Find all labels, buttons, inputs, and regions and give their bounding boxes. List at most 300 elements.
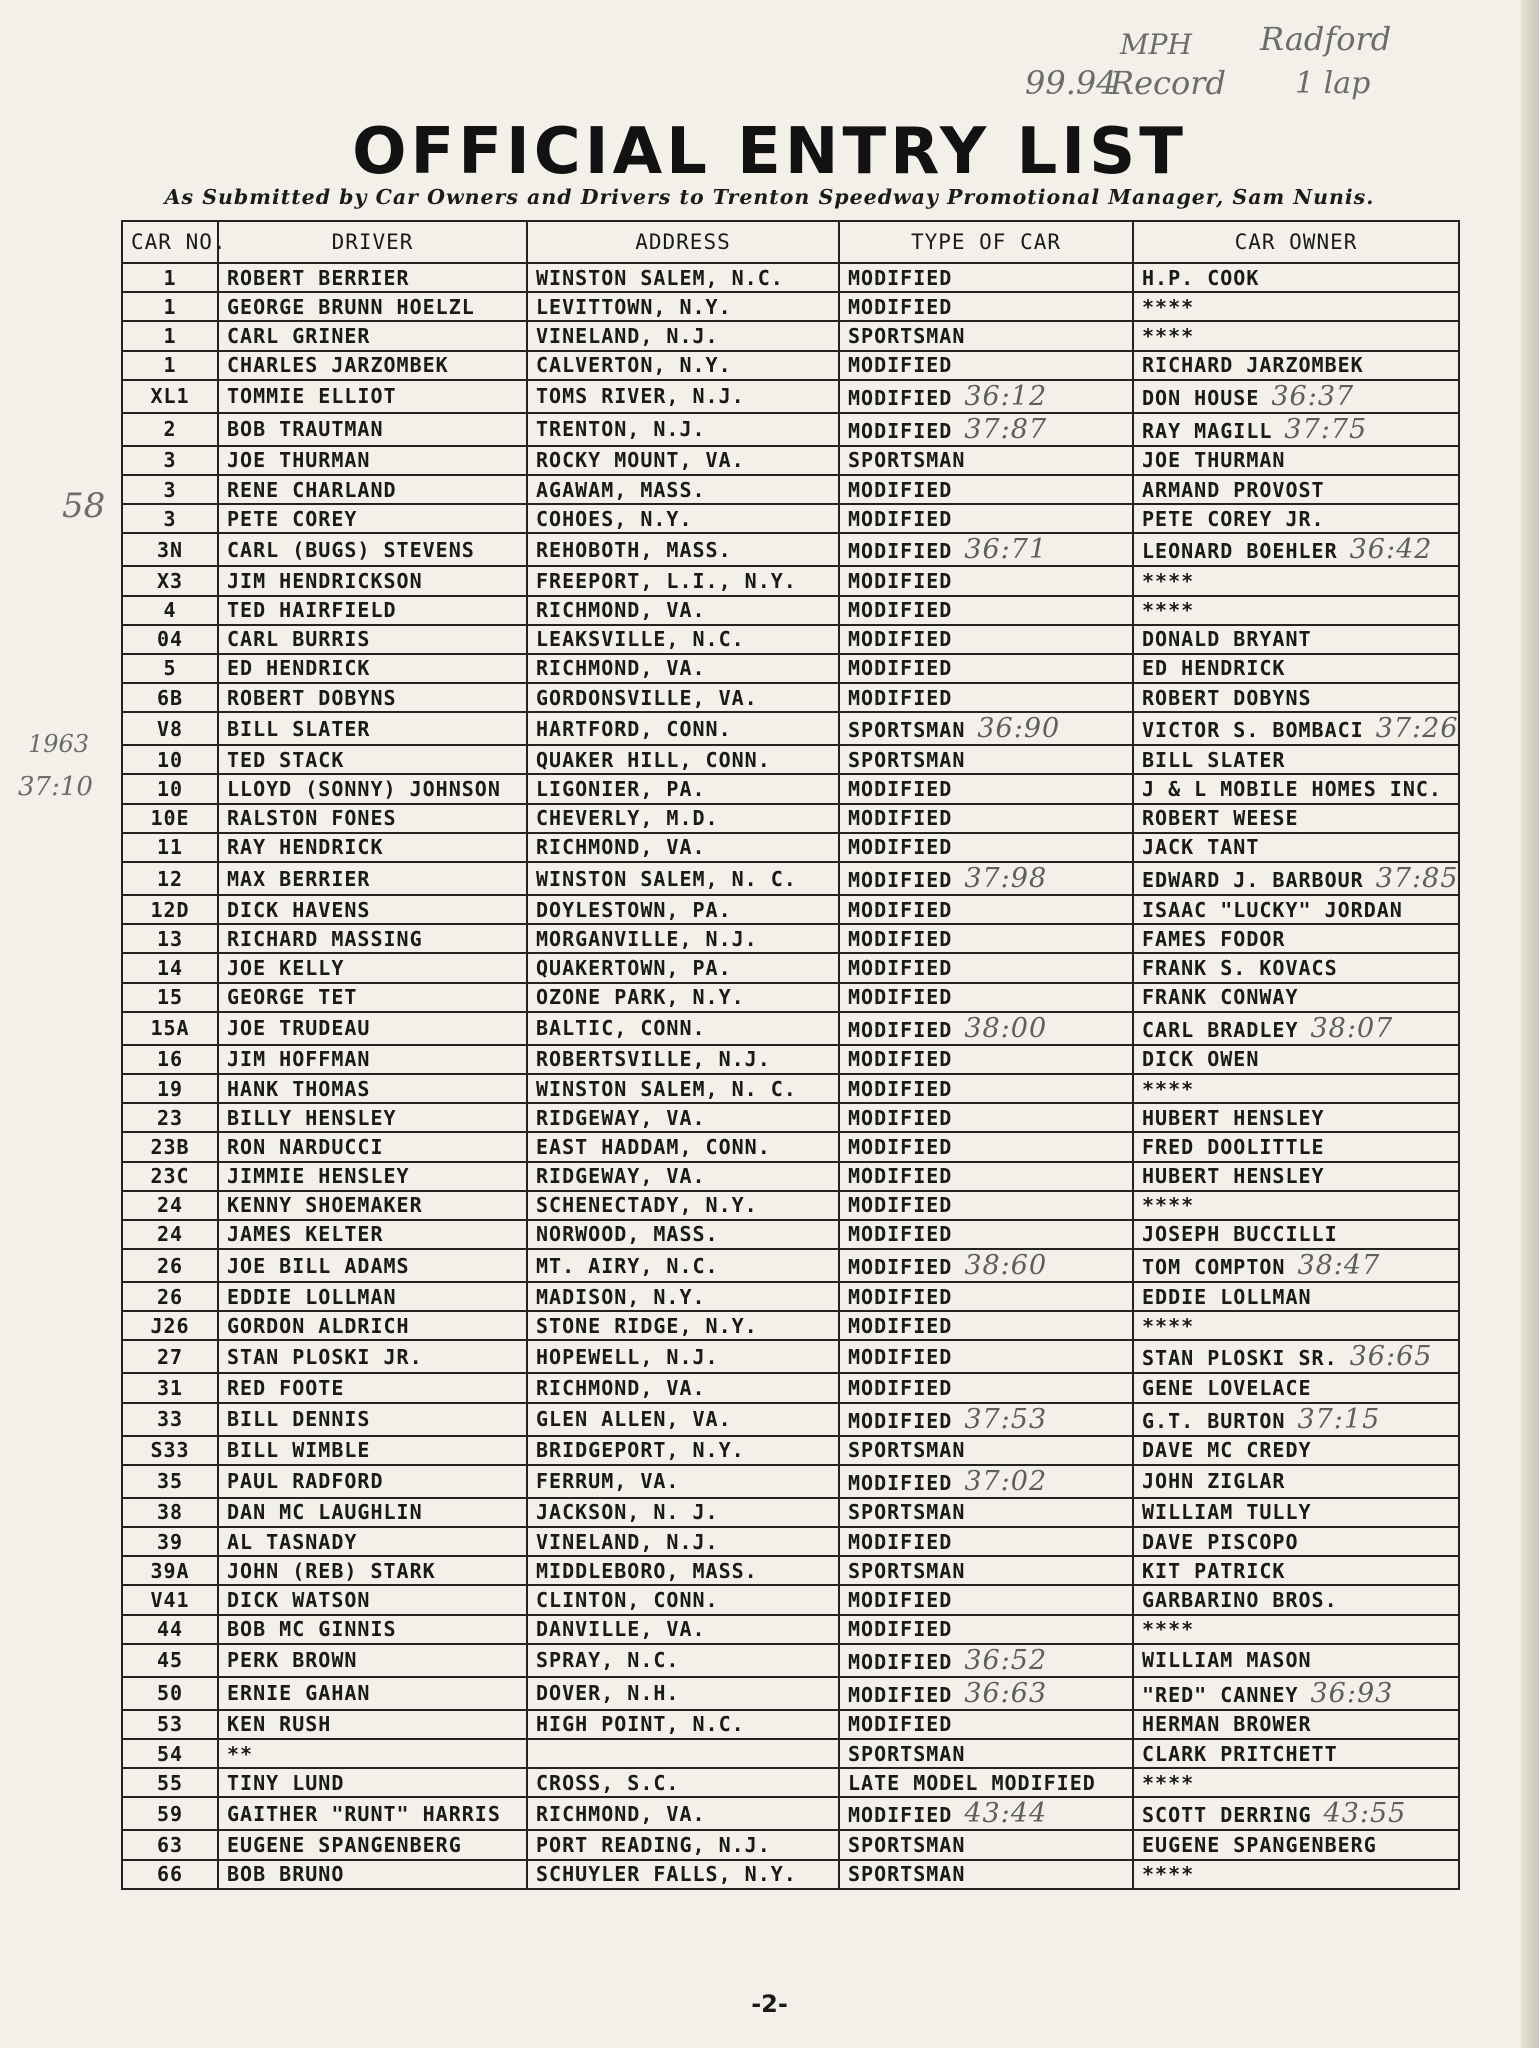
owner-cell-text: FRANK S. KOVACS <box>1142 955 1338 980</box>
handwritten-lap-time: 38:60 <box>964 1250 1048 1282</box>
type-cell <box>839 413 1133 446</box>
driver-cell <box>218 654 527 683</box>
handwritten-lap-time: 37:98 <box>964 863 1048 894</box>
owner-cell <box>1133 1249 1459 1282</box>
address-cell-text: LIGONIER, PA. <box>536 777 706 802</box>
address-cell-text: LEAKSVILLE, N.C. <box>536 627 745 652</box>
address-cell <box>527 351 839 380</box>
address-cell <box>527 1830 839 1859</box>
owner-cell <box>1133 351 1459 380</box>
owner-cell-text: LEONARD BOEHLER <box>1142 539 1338 564</box>
driver-cell <box>218 1074 527 1103</box>
table-row <box>122 566 1459 595</box>
driver-cell <box>218 321 527 350</box>
type-cell <box>839 1103 1133 1132</box>
table-row <box>122 1282 1459 1311</box>
address-cell-text: RICHMOND, VA. <box>536 656 706 681</box>
table-row <box>122 321 1459 350</box>
type-cell-text: MODIFIED <box>848 568 953 593</box>
type-cell <box>839 1191 1133 1220</box>
owner-cell <box>1133 625 1459 654</box>
handwritten-lap: 1 lap <box>1295 66 1371 101</box>
driver-cell-text: ROBERT DOBYNS <box>227 685 397 710</box>
owner-cell-text: ROBERT DOBYNS <box>1142 685 1312 710</box>
address-cell <box>527 596 839 625</box>
car-number-cell-text: 5 <box>163 656 177 681</box>
table-row <box>122 1860 1459 1889</box>
owner-cell-text: KIT PATRICK <box>1142 1558 1286 1583</box>
type-cell <box>839 1527 1133 1556</box>
driver-cell <box>218 1191 527 1220</box>
car-number-cell <box>122 833 218 862</box>
address-cell <box>527 774 839 803</box>
address-cell <box>527 1191 839 1220</box>
car-number-cell <box>122 1340 218 1373</box>
type-cell-text: MODIFIED <box>848 1313 953 1338</box>
car-number-cell-text: S33 <box>150 1438 190 1463</box>
driver-cell <box>218 1860 527 1889</box>
address-cell-text: SCHENECTADY, N.Y. <box>536 1193 758 1218</box>
driver-cell-text: DICK WATSON <box>227 1587 371 1612</box>
owner-cell-text: **** <box>1142 1617 1195 1642</box>
type-cell-text: MODIFIED <box>848 926 953 951</box>
driver-cell <box>218 475 527 504</box>
header-driver: DRIVER <box>218 221 527 263</box>
driver-cell-text: TED STACK <box>227 747 345 772</box>
car-number-cell-text: 53 <box>156 1712 184 1737</box>
driver-cell-text: ERNIE GAHAN <box>227 1681 371 1706</box>
owner-cell-text: RAY MAGILL <box>1142 418 1273 443</box>
driver-cell <box>218 1677 527 1710</box>
car-number-cell <box>122 1191 218 1220</box>
driver-cell-text: CHARLES JARZOMBEK <box>227 353 449 378</box>
table-row <box>122 924 1459 953</box>
car-number-cell-text: 39A <box>150 1558 190 1583</box>
address-cell <box>527 1132 839 1161</box>
type-cell-text: MODIFIED <box>848 1529 953 1554</box>
driver-cell <box>218 833 527 862</box>
owner-cell-text: **** <box>1142 598 1195 623</box>
type-cell-text: MODIFIED <box>848 418 953 443</box>
driver-cell <box>218 924 527 953</box>
type-cell-text: MODIFIED <box>848 1105 953 1130</box>
type-cell-text: MODIFIED <box>848 1344 953 1369</box>
owner-cell <box>1133 1074 1459 1103</box>
owner-cell <box>1133 953 1459 982</box>
owner-cell-text: RICHARD JARZOMBEK <box>1142 353 1364 378</box>
car-number-cell <box>122 1677 218 1710</box>
driver-cell-text: BILLY HENSLEY <box>227 1105 397 1130</box>
owner-cell-text: **** <box>1142 1770 1195 1795</box>
car-number-cell-text: 16 <box>156 1047 184 1072</box>
type-cell <box>839 1498 1133 1527</box>
type-cell-text: MODIFIED <box>848 1164 953 1189</box>
car-number-cell-text: 50 <box>156 1681 184 1706</box>
page-title: OFFICIAL ENTRY LIST <box>352 115 1187 189</box>
owner-cell <box>1133 745 1459 774</box>
handwritten-margin-58: 58 <box>62 486 106 526</box>
address-cell-text: REHOBOTH, MASS. <box>536 537 732 562</box>
type-cell <box>839 1282 1133 1311</box>
owner-cell-text: ED HENDRICK <box>1142 656 1286 681</box>
driver-cell-text: ** <box>227 1741 254 1766</box>
car-number-cell <box>122 1710 218 1739</box>
type-cell-text: LATE MODEL MODIFIED <box>848 1770 1096 1795</box>
driver-cell <box>218 1340 527 1373</box>
owner-cell <box>1133 413 1459 446</box>
driver-cell-text: JOE BILL ADAMS <box>227 1253 410 1278</box>
owner-cell <box>1133 1739 1459 1768</box>
address-cell <box>527 745 839 774</box>
driver-cell-text: EDDIE LOLLMAN <box>227 1284 397 1309</box>
driver-cell-text: JOE TRUDEAU <box>227 1016 371 1041</box>
address-cell-text: LEVITTOWN, N.Y. <box>536 294 732 319</box>
owner-cell-text: ARMAND PROVOST <box>1142 477 1325 502</box>
driver-cell <box>218 625 527 654</box>
address-cell <box>527 712 839 745</box>
owner-cell-text: GARBARINO BROS. <box>1142 1587 1338 1612</box>
type-cell-text: MODIFIED <box>848 1587 953 1612</box>
car-number-cell-text: 23 <box>156 1105 184 1130</box>
handwritten-lap-time: 37:02 <box>964 1465 1048 1497</box>
handwritten-lap-time: 37:85 <box>1375 863 1459 894</box>
driver-cell <box>218 380 527 413</box>
driver-cell-text: DICK HAVENS <box>227 897 371 922</box>
driver-cell <box>218 1220 527 1249</box>
address-cell-text: HOPEWELL, N.J. <box>536 1344 719 1369</box>
type-cell <box>839 625 1133 654</box>
address-cell <box>527 924 839 953</box>
address-cell-text: FERRUM, VA. <box>536 1469 680 1494</box>
address-cell <box>527 1465 839 1498</box>
car-number-cell-text: 10 <box>156 747 184 772</box>
owner-cell <box>1133 1045 1459 1074</box>
driver-cell-text: RALSTON FONES <box>227 806 397 831</box>
owner-cell-text: G.T. BURTON <box>1142 1408 1286 1433</box>
address-cell <box>527 1797 839 1830</box>
type-cell-text: MODIFIED <box>848 656 953 681</box>
table-row <box>122 475 1459 504</box>
handwritten-lap-time: 43:44 <box>964 1798 1048 1830</box>
owner-cell <box>1133 1373 1459 1402</box>
type-cell-text: MODIFIED <box>848 627 953 652</box>
table-row <box>122 1132 1459 1161</box>
table-row <box>122 533 1459 566</box>
car-number-cell <box>122 380 218 413</box>
type-cell <box>839 1585 1133 1614</box>
header-car-no: CAR NO. <box>122 221 218 263</box>
type-cell <box>839 683 1133 712</box>
owner-cell <box>1133 1340 1459 1373</box>
header-car-owner: CAR OWNER <box>1133 221 1459 263</box>
table-row <box>122 1644 1459 1677</box>
driver-cell-text: BILL WIMBLE <box>227 1438 371 1463</box>
car-number-cell <box>122 953 218 982</box>
driver-cell <box>218 1162 527 1191</box>
handwritten-lap-time: 36:42 <box>1349 534 1433 566</box>
type-cell-text: MODIFIED <box>848 1408 953 1433</box>
type-cell <box>839 1615 1133 1644</box>
car-number-cell-text: 54 <box>156 1741 184 1766</box>
type-cell <box>839 1162 1133 1191</box>
handwritten-lap-time: 37:53 <box>964 1403 1048 1435</box>
handwritten-lap-time: 43:55 <box>1323 1798 1407 1830</box>
table-row <box>122 292 1459 321</box>
car-number-cell-text: 23C <box>150 1164 190 1189</box>
owner-cell-text: **** <box>1142 1313 1195 1338</box>
owner-cell <box>1133 1677 1459 1710</box>
type-cell <box>839 292 1133 321</box>
car-number-cell-text: 26 <box>156 1284 184 1309</box>
owner-cell-text: **** <box>1142 1076 1195 1101</box>
car-number-cell <box>122 1249 218 1282</box>
address-cell-text: RIDGEWAY, VA. <box>536 1105 706 1130</box>
address-cell-text: RICHMOND, VA. <box>536 1801 706 1826</box>
car-number-cell <box>122 321 218 350</box>
type-cell-text: MODIFIED <box>848 265 953 290</box>
address-cell <box>527 533 839 566</box>
driver-cell-text: JOE THURMAN <box>227 448 371 473</box>
car-number-cell-text: 1 <box>163 265 177 290</box>
handwritten-margin-1963: 1963 <box>28 730 90 758</box>
driver-cell-text: RAY HENDRICK <box>227 835 384 860</box>
driver-cell-text: TOMMIE ELLIOT <box>227 384 397 409</box>
car-number-cell-text: J26 <box>150 1313 190 1338</box>
owner-cell-text: EUGENE SPANGENBERG <box>1142 1832 1377 1857</box>
owner-cell <box>1133 1403 1459 1436</box>
driver-cell <box>218 446 527 475</box>
car-number-cell <box>122 292 218 321</box>
type-cell <box>839 1311 1133 1340</box>
header-address: ADDRESS <box>527 221 839 263</box>
owner-cell-text: WILLIAM TULLY <box>1142 1500 1312 1525</box>
car-number-cell-text: 12D <box>150 897 190 922</box>
address-cell <box>527 475 839 504</box>
type-cell-text: SPORTSMAN <box>848 1438 966 1463</box>
owner-cell-text: BILL SLATER <box>1142 747 1286 772</box>
owner-cell <box>1133 566 1459 595</box>
address-cell-text: RIDGEWAY, VA. <box>536 1164 706 1189</box>
address-cell-text: JACKSON, N. J. <box>536 1500 719 1525</box>
address-cell <box>527 1311 839 1340</box>
owner-cell-text: FAMES FODOR <box>1142 926 1286 951</box>
address-cell-text: HARTFORD, CONN. <box>536 716 732 741</box>
address-cell-text: MADISON, N.Y. <box>536 1284 706 1309</box>
owner-cell-text: **** <box>1142 1862 1195 1887</box>
owner-cell-text: DAVE MC CREDY <box>1142 1438 1312 1463</box>
owner-cell <box>1133 1710 1459 1739</box>
type-cell <box>839 321 1133 350</box>
handwritten-mph: MPH <box>1120 28 1192 61</box>
address-cell <box>527 953 839 982</box>
car-number-cell-text: 2 <box>163 417 177 442</box>
type-cell <box>839 774 1133 803</box>
driver-cell <box>218 1403 527 1436</box>
owner-cell-text: GENE LOVELACE <box>1142 1376 1312 1401</box>
driver-cell-text: GEORGE TET <box>227 985 358 1010</box>
table-row <box>122 446 1459 475</box>
owner-cell-text: DON HOUSE <box>1142 385 1260 410</box>
owner-cell-text: H.P. COOK <box>1142 265 1260 290</box>
type-cell <box>839 654 1133 683</box>
address-cell-text: RICHMOND, VA. <box>536 1376 706 1401</box>
table-row <box>122 1710 1459 1739</box>
owner-cell <box>1133 1220 1459 1249</box>
owner-cell <box>1133 596 1459 625</box>
table-row <box>122 1768 1459 1797</box>
table-row <box>122 380 1459 413</box>
car-number-cell <box>122 654 218 683</box>
car-number-cell <box>122 1045 218 1074</box>
type-cell <box>839 380 1133 413</box>
owner-cell <box>1133 1162 1459 1191</box>
type-cell-text: MODIFIED <box>848 1076 953 1101</box>
car-number-cell <box>122 1436 218 1465</box>
driver-cell-text: RICHARD MASSING <box>227 926 423 951</box>
car-number-cell-text: 3 <box>163 477 177 502</box>
address-cell-text: VINELAND, N.J. <box>536 323 719 348</box>
address-cell-text: DANVILLE, VA. <box>536 1617 706 1642</box>
car-number-cell <box>122 1768 218 1797</box>
car-number-cell <box>122 1556 218 1585</box>
car-number-cell-text: 23B <box>150 1134 190 1159</box>
type-cell-text: MODIFIED <box>848 1134 953 1159</box>
owner-cell-text: TOM COMPTON <box>1142 1255 1286 1280</box>
owner-cell-text: EDDIE LOLLMAN <box>1142 1284 1312 1309</box>
handwritten-lap-time: 37:75 <box>1284 413 1368 445</box>
driver-cell-text: JIMMIE HENSLEY <box>227 1164 410 1189</box>
address-cell <box>527 1585 839 1614</box>
type-cell <box>839 745 1133 774</box>
table-row <box>122 625 1459 654</box>
owner-cell-text: DAVE PISCOPO <box>1142 1529 1299 1554</box>
address-cell <box>527 446 839 475</box>
car-number-cell-text: 15A <box>150 1016 190 1041</box>
car-number-cell <box>122 1797 218 1830</box>
address-cell-text: STONE RIDGE, N.Y. <box>536 1313 758 1338</box>
driver-cell <box>218 745 527 774</box>
car-number-cell <box>122 683 218 712</box>
handwritten-lap-time: 37:15 <box>1297 1403 1381 1435</box>
car-number-cell-text: XL1 <box>150 384 190 409</box>
address-cell <box>527 895 839 924</box>
driver-cell-text: AL TASNADY <box>227 1529 358 1554</box>
address-cell-text: ROBERTSVILLE, N.J. <box>536 1047 771 1072</box>
car-number-cell-text: X3 <box>156 568 184 593</box>
address-cell-text: DOYLESTOWN, PA. <box>536 897 732 922</box>
type-cell-text: MODIFIED <box>848 294 953 319</box>
table-row <box>122 804 1459 833</box>
driver-cell-text: JIM HENDRICKSON <box>227 568 423 593</box>
car-number-cell <box>122 1311 218 1340</box>
address-cell-text: OZONE PARK, N.Y. <box>536 985 745 1010</box>
type-cell <box>839 1768 1133 1797</box>
type-cell <box>839 1340 1133 1373</box>
owner-cell-text: FRED DOOLITTLE <box>1142 1134 1325 1159</box>
driver-cell <box>218 1249 527 1282</box>
table-row <box>122 774 1459 803</box>
address-cell <box>527 1436 839 1465</box>
car-number-cell-text: 19 <box>156 1076 184 1101</box>
driver-cell <box>218 1012 527 1045</box>
driver-cell <box>218 1710 527 1739</box>
car-number-cell-text: 15 <box>156 985 184 1010</box>
handwritten-lap-time: 36:93 <box>1310 1677 1394 1709</box>
driver-cell-text: CARL BURRIS <box>227 627 371 652</box>
address-cell-text: SCHUYLER FALLS, N.Y. <box>536 1862 797 1887</box>
owner-cell-text: WILLIAM MASON <box>1142 1648 1312 1673</box>
address-cell-text: MT. AIRY, N.C. <box>536 1253 719 1278</box>
owner-cell-text: HERMAN BROWER <box>1142 1712 1312 1737</box>
address-cell-text: QUAKERTOWN, PA. <box>536 955 732 980</box>
driver-cell-text: KEN RUSH <box>227 1712 332 1737</box>
address-cell <box>527 1012 839 1045</box>
type-cell <box>839 983 1133 1012</box>
table-row <box>122 1403 1459 1436</box>
driver-cell <box>218 1498 527 1527</box>
type-cell-text: MODIFIED <box>848 985 953 1010</box>
car-number-cell-text: 3 <box>163 506 177 531</box>
driver-cell-text: PERK BROWN <box>227 1648 358 1673</box>
owner-cell-text: JACK TANT <box>1142 835 1260 860</box>
car-number-cell <box>122 1739 218 1768</box>
owner-cell <box>1133 1465 1459 1498</box>
car-number-cell <box>122 745 218 774</box>
car-number-cell-text: 39 <box>156 1529 184 1554</box>
owner-cell <box>1133 862 1459 895</box>
owner-cell <box>1133 895 1459 924</box>
address-cell <box>527 1220 839 1249</box>
owner-cell <box>1133 1191 1459 1220</box>
car-number-cell <box>122 1860 218 1889</box>
table-row <box>122 504 1459 533</box>
type-cell-text: MODIFIED <box>848 353 953 378</box>
driver-cell <box>218 1797 527 1830</box>
car-number-cell-text: 27 <box>156 1344 184 1369</box>
address-cell-text: CALVERTON, N.Y. <box>536 353 732 378</box>
car-number-cell <box>122 1585 218 1614</box>
table-row <box>122 1797 1459 1830</box>
header-row <box>122 221 1459 263</box>
type-cell-text: MODIFIED <box>848 1047 953 1072</box>
handwritten-lap-time: 37:26 <box>1375 713 1459 745</box>
driver-cell <box>218 1465 527 1498</box>
table-row <box>122 1045 1459 1074</box>
owner-cell <box>1133 292 1459 321</box>
address-cell-text: MIDDLEBORO, MASS. <box>536 1558 758 1583</box>
owner-cell-text: DICK OWEN <box>1142 1047 1260 1072</box>
owner-cell-text: **** <box>1142 1193 1195 1218</box>
address-cell-text: AGAWAM, MASS. <box>536 477 706 502</box>
type-cell-text: MODIFIED <box>848 955 953 980</box>
handwritten-lap-time: 36:71 <box>964 534 1048 566</box>
page-subtitle: As Submitted by Car Owners and Drivers to Trenton Speedway Promotional Manager, Sam Nunis. <box>164 185 1375 209</box>
handwritten-margin-time: 37:10 <box>18 772 93 802</box>
owner-cell <box>1133 475 1459 504</box>
type-cell <box>839 1373 1133 1402</box>
owner-cell-text: EDWARD J. BARBOUR <box>1142 868 1364 892</box>
car-number-cell <box>122 446 218 475</box>
driver-cell-text: JIM HOFFMAN <box>227 1047 371 1072</box>
type-cell <box>839 1436 1133 1465</box>
owner-cell <box>1133 1132 1459 1161</box>
type-cell <box>839 504 1133 533</box>
driver-cell-text: DAN MC LAUGHLIN <box>227 1500 423 1525</box>
driver-cell <box>218 683 527 712</box>
address-cell <box>527 321 839 350</box>
car-number-cell-text: V41 <box>150 1587 190 1612</box>
driver-cell <box>218 1615 527 1644</box>
